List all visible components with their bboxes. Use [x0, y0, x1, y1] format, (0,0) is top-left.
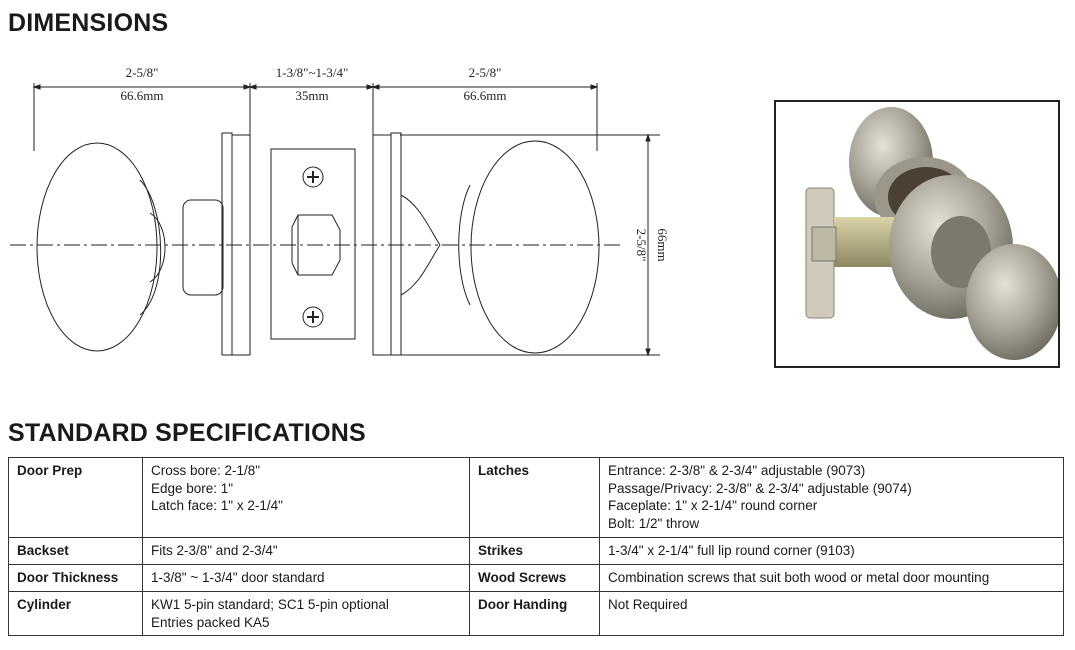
left-knob-shank [183, 200, 223, 295]
dim-height-inch: 2-5/8" [634, 228, 649, 262]
spec-label: Door Prep [9, 458, 143, 538]
dimension-drawing [0, 55, 680, 375]
spec-value-line: KW1 5-pin standard; SC1 5-pin optional [151, 597, 389, 612]
spec-value-line: Passage/Privacy: 2-3/8" & 2-3/4" adjustable (9074) [608, 480, 912, 496]
spec-value-line: Entries packed KA5 [151, 614, 270, 630]
dim-left-mm: 66.6mm [120, 88, 164, 103]
spec-value [600, 538, 1064, 565]
specifications-table [8, 457, 1064, 636]
dim-right-inch: 2-5/8" [468, 65, 502, 80]
specifications-title: STANDARD SPECIFICATIONS [8, 419, 366, 447]
dim-middle-inch: 1-3/8"~1-3/4" [275, 65, 349, 80]
spec-value [600, 565, 1064, 592]
right-knob [471, 141, 599, 353]
spec-value [143, 458, 470, 538]
spec-value [143, 592, 470, 636]
spec-value-line: Entrance: 2-3/8" & 2-3/4" adjustable (9073) [608, 463, 866, 478]
spec-value-line: Combination screws that suit both wood or metal door mounting [608, 570, 990, 585]
dimensions-title: DIMENSIONS [8, 9, 169, 37]
dim-left-inch: 2-5/8" [125, 65, 159, 80]
spec-label: Latches [470, 458, 600, 538]
spec-value-line: Not Required [608, 597, 688, 612]
spec-value-line: Fits 2-3/8" and 2-3/4" [151, 543, 278, 558]
spec-value [600, 592, 1064, 636]
spec-value [143, 565, 470, 592]
spec-value-line: Edge bore: 1" [151, 480, 234, 496]
spec-value [600, 458, 1064, 538]
spec-label: Door Handing [470, 592, 600, 636]
dim-right-mm: 66.6mm [463, 88, 507, 103]
table-row [9, 538, 1064, 565]
spec-value-line: 1-3/4" x 2-1/4" full lip round corner (9103) [608, 543, 855, 558]
spec-label: Cylinder [9, 592, 143, 636]
spec-label: Backset [9, 538, 143, 565]
spec-label: Wood Screws [470, 565, 600, 592]
spec-value-line: Cross bore: 2-1/8" [151, 463, 261, 478]
table-row [9, 458, 1064, 538]
spec-label: Door Thickness [9, 565, 143, 592]
spec-value-line: Faceplate: 1" x 2-1/4" round corner [608, 498, 818, 513]
left-knob [37, 143, 157, 351]
spec-value-line: Bolt: 1/2" throw [608, 515, 700, 531]
table-row [9, 592, 1064, 636]
dim-middle-mm: 35mm [295, 88, 329, 103]
spec-value-line: Latch face: 1" x 2-1/4" [151, 498, 283, 513]
spec-value [143, 538, 470, 565]
right-rose [391, 133, 401, 355]
table-row [9, 565, 1064, 592]
spec-value-line: 1-3/8" ~ 1-3/4" door standard [151, 570, 325, 585]
spec-label: Strikes [470, 538, 600, 565]
product-photo [774, 100, 1060, 368]
dim-height-mm: 66mm [655, 228, 670, 262]
